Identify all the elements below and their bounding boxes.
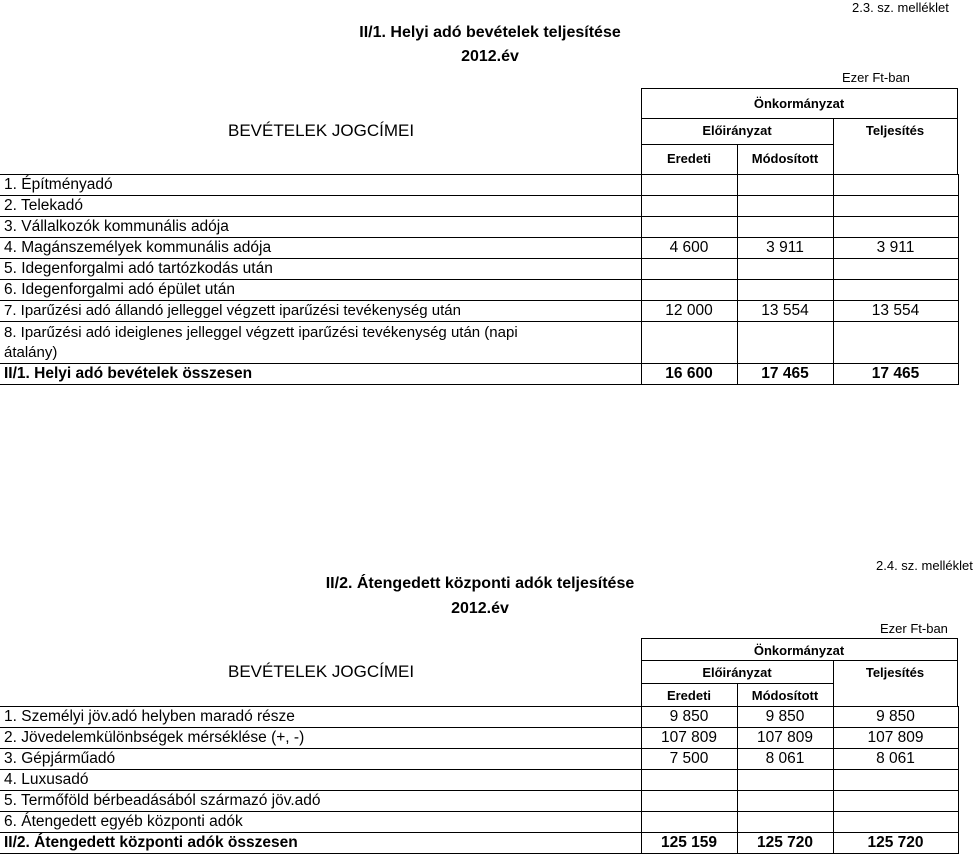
- cell-modositott: [737, 770, 833, 791]
- cell-eredeti: [641, 812, 737, 833]
- header-eloiranyzat-2: Előirányzat: [702, 665, 772, 680]
- table-row: [0, 770, 958, 791]
- cell-teljesites: [833, 175, 958, 196]
- annex-label-2: 2.4. sz. melléklet: [876, 558, 973, 573]
- table-row: [0, 749, 958, 770]
- table-row: [0, 322, 958, 364]
- cell-modositott: [737, 280, 833, 301]
- total-teljesites: 125 720: [833, 833, 958, 854]
- cell-modositott: [737, 175, 833, 196]
- table-row: [0, 259, 958, 280]
- total-modositott: 125 720: [737, 833, 833, 854]
- cell-teljesites: [833, 196, 958, 217]
- cell-teljesites: [833, 812, 958, 833]
- cell-eredeti: [641, 791, 737, 812]
- header-modositott-1: Módosított: [751, 151, 819, 166]
- row-label: 3. Vállalkozók kommunális adója: [0, 217, 641, 238]
- row-label: 6. Idegenforgalmi adó épület után: [0, 280, 641, 301]
- row-label: 3. Gépjárműadó: [0, 749, 641, 770]
- cell-eredeti: 12 000: [641, 301, 737, 322]
- total-eredeti: 125 159: [641, 833, 737, 854]
- total-eredeti: 16 600: [641, 364, 737, 385]
- annex-label-1: 2.3. sz. melléklet: [852, 0, 949, 15]
- cell-eredeti: [641, 322, 737, 364]
- cell-teljesites: 3 911: [833, 238, 958, 259]
- table-row: [0, 175, 958, 196]
- total-row: [0, 833, 958, 854]
- cell-teljesites: [833, 770, 958, 791]
- cell-teljesites: [833, 280, 958, 301]
- table-row: [0, 280, 958, 301]
- cell-eredeti: [641, 280, 737, 301]
- table-row: [0, 728, 958, 749]
- cell-teljesites: [833, 322, 958, 364]
- table-row: [0, 791, 958, 812]
- header-eredeti-1: Eredeti: [666, 151, 712, 166]
- table-row: [0, 196, 958, 217]
- row-label: 1. Személyi jöv.adó helyben maradó része: [0, 707, 641, 728]
- cell-modositott: [737, 812, 833, 833]
- cell-modositott: 13 554: [737, 301, 833, 322]
- row-label: 4. Luxusadó: [0, 770, 641, 791]
- cell-modositott: 3 911: [737, 238, 833, 259]
- cell-modositott: 9 850: [737, 707, 833, 728]
- total-row: [0, 364, 958, 385]
- total-label: II/2. Átengedett központi adók összesen: [0, 833, 641, 854]
- row-label: 2. Telekadó: [0, 196, 641, 217]
- page-title-2: II/2. Átengedett központi adók teljesítése: [325, 575, 635, 592]
- year-label-2: 2012.év: [451, 600, 509, 617]
- cell-eredeti: 4 600: [641, 238, 737, 259]
- table-row: [0, 707, 958, 728]
- cell-modositott: [737, 791, 833, 812]
- total-label: II/1. Helyi adó bevételek összesen: [0, 364, 641, 385]
- cell-eredeti: [641, 259, 737, 280]
- cell-modositott: [737, 196, 833, 217]
- header-modositott-2: Módosított: [751, 688, 819, 703]
- header-eredeti-2: Eredeti: [666, 688, 712, 703]
- cell-teljesites: 107 809: [833, 728, 958, 749]
- header-group-1: Önkormányzat: [753, 96, 845, 111]
- year-label-1: 2012.év: [461, 48, 519, 65]
- cell-teljesites: 8 061: [833, 749, 958, 770]
- row-label: 5. Termőföld bérbeadásából származó jöv.adó: [0, 791, 641, 812]
- cell-teljesites: [833, 217, 958, 238]
- header-eloiranyzat-1: Előirányzat: [702, 123, 772, 138]
- cell-modositott: [737, 259, 833, 280]
- table-row: [0, 301, 958, 322]
- row-label: 1. Építményadó: [0, 175, 641, 196]
- cell-teljesites: [833, 791, 958, 812]
- cell-eredeti: [641, 217, 737, 238]
- total-teljesites: 17 465: [833, 364, 958, 385]
- cell-modositott: 8 061: [737, 749, 833, 770]
- row-label: 2. Jövedelemkülönbségek mérséklése (+, -): [0, 728, 641, 749]
- total-modositott: 17 465: [737, 364, 833, 385]
- cell-eredeti: [641, 196, 737, 217]
- unit-label-1: Ezer Ft-ban: [842, 70, 910, 85]
- cell-teljesites: 9 850: [833, 707, 958, 728]
- table-row: [0, 238, 958, 259]
- table-row: [0, 217, 958, 238]
- row-label: 4. Magánszemélyek kommunális adója: [0, 238, 641, 259]
- data-table-2: [0, 706, 959, 854]
- row-label: 6. Átengedett egyéb központi adók: [0, 812, 641, 833]
- cell-eredeti: 107 809: [641, 728, 737, 749]
- table-row: [0, 812, 958, 833]
- header-group-2: Önkormányzat: [753, 643, 845, 658]
- row-label: 5. Idegenforgalmi adó tartózkodás után: [0, 259, 641, 280]
- header-teljesites-1: Teljesítés: [865, 123, 925, 138]
- cell-modositott: [737, 322, 833, 364]
- cell-teljesites: [833, 259, 958, 280]
- cell-modositott: [737, 217, 833, 238]
- header-col-label-2: BEVÉTELEK JOGCÍMEI: [228, 662, 415, 681]
- unit-label-2: Ezer Ft-ban: [880, 621, 948, 636]
- page-title-1: II/1. Helyi adó bevételek teljesítése: [359, 24, 621, 41]
- cell-eredeti: 9 850: [641, 707, 737, 728]
- header-teljesites-2: Teljesítés: [865, 665, 925, 680]
- cell-eredeti: [641, 175, 737, 196]
- header-col-label-1: BEVÉTELEK JOGCÍMEI: [228, 121, 415, 140]
- row-label: 7. Iparűzési adó állandó jelleggel végzett iparűzési tevékenység után: [0, 301, 641, 322]
- row-label: 8. Iparűzési adó ideiglenes jelleggel végzett iparűzési tevékenység után (napi átalány): [0, 322, 641, 364]
- cell-eredeti: [641, 770, 737, 791]
- cell-eredeti: 7 500: [641, 749, 737, 770]
- cell-teljesites: 13 554: [833, 301, 958, 322]
- cell-modositott: 107 809: [737, 728, 833, 749]
- data-table-1: [0, 174, 959, 385]
